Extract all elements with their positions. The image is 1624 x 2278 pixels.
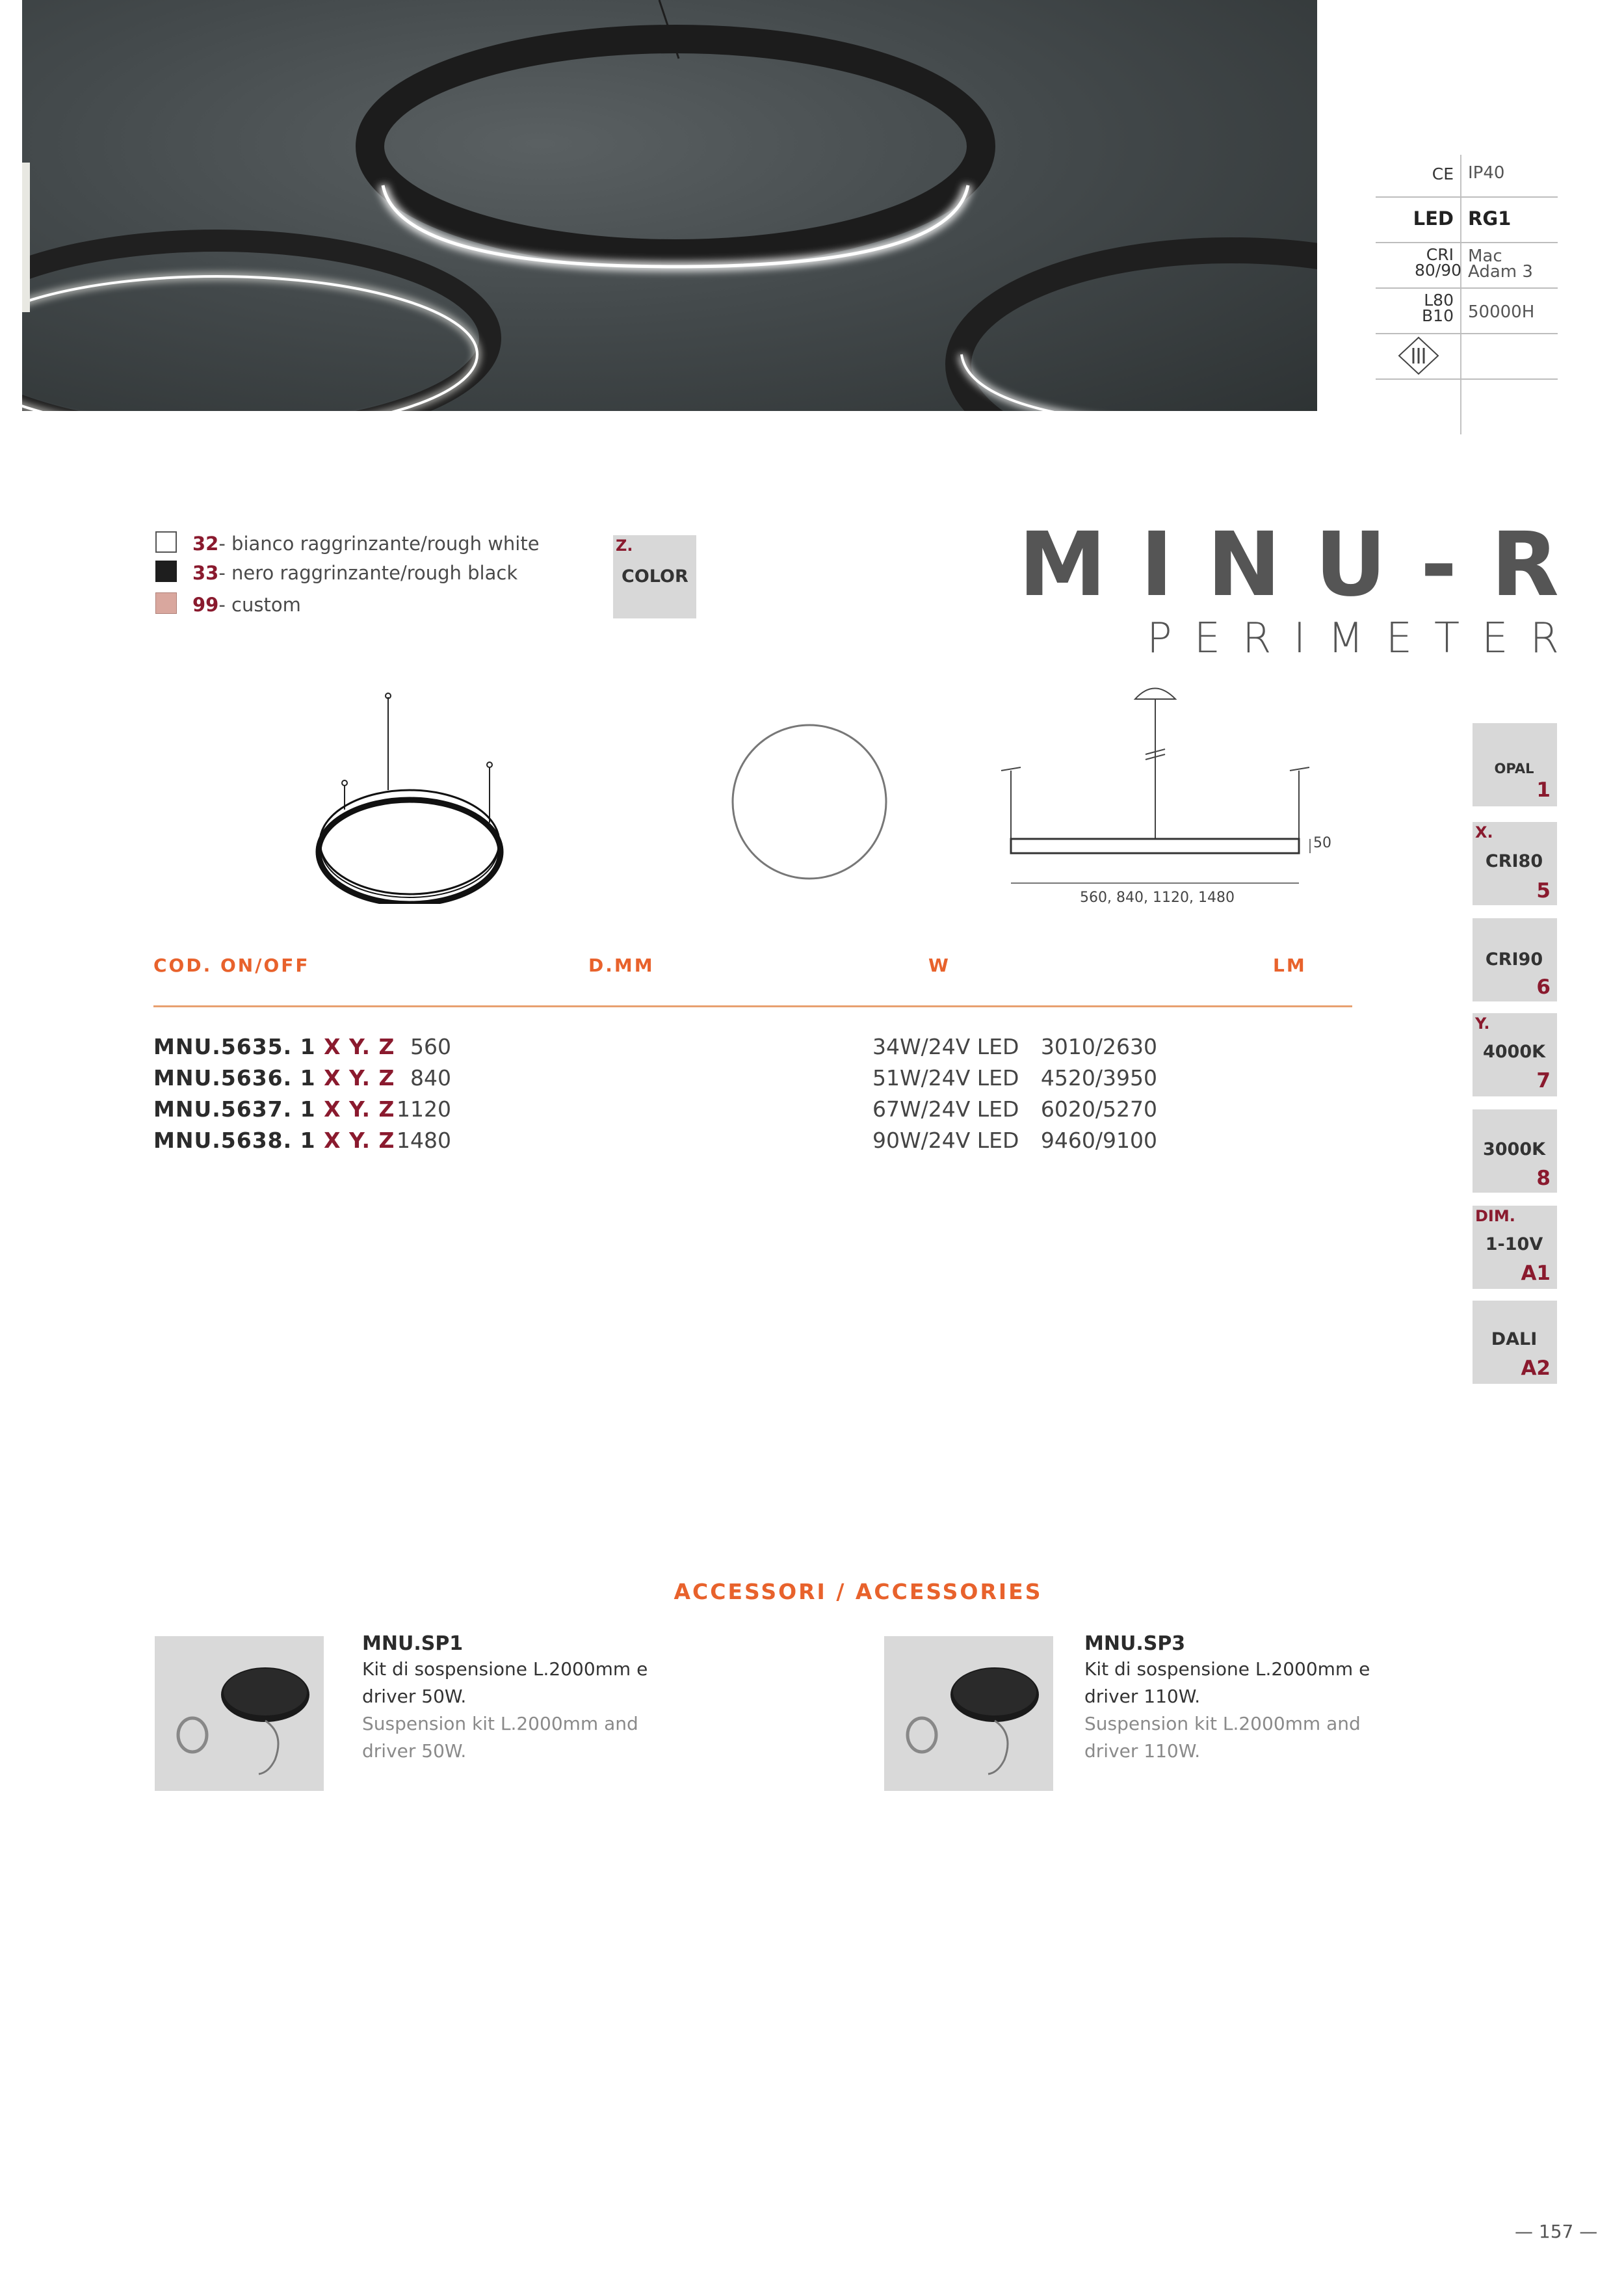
top-view-drawing — [728, 721, 891, 883]
cert-row — [1376, 242, 1558, 289]
lumen-value: 6020/5270 — [1040, 1096, 1157, 1122]
perspective-drawing — [312, 689, 507, 904]
option-4000k — [1473, 1013, 1557, 1096]
header-code: COD. ON/OFF — [153, 955, 310, 976]
table-row — [0, 1065, 1430, 1096]
option-label: CRI90 — [1485, 949, 1543, 970]
code-suffix: X Y. Z — [324, 1096, 395, 1122]
option-number: 8 — [1536, 1167, 1551, 1190]
height-dimension: 50 — [1313, 835, 1331, 851]
option-label: 1-10V — [1485, 1234, 1543, 1254]
cert-row — [1376, 333, 1558, 380]
watt-value: 51W/24V LED — [872, 1065, 1019, 1091]
lumen-value: 3010/2630 — [1040, 1034, 1157, 1059]
option-number: 6 — [1536, 975, 1551, 999]
cert-row — [1376, 155, 1558, 198]
cert-row — [1376, 287, 1558, 334]
option-number: A2 — [1521, 1357, 1551, 1380]
cert-label: L80 B10 — [1422, 291, 1454, 325]
product-title: MINU-R — [1018, 514, 1593, 616]
color-code: 32 — [192, 533, 219, 555]
z-color-option — [613, 535, 696, 618]
custom-swatch — [155, 592, 177, 614]
product-code: MNU.5635. 1 — [153, 1034, 316, 1059]
color-code: 33 — [192, 562, 219, 584]
option-label: 4000K — [1482, 1042, 1546, 1062]
accessory-desc-it: Kit di sospensione L.2000mm e driver 50W. — [362, 1658, 648, 1707]
code-suffix: X Y. Z — [324, 1128, 395, 1153]
diameter-value: 840 — [410, 1065, 451, 1091]
cert-value: Mac Adam 3 — [1468, 246, 1533, 282]
color-option-white — [155, 530, 610, 556]
option-cri90 — [1473, 918, 1557, 1001]
option-label: 3000K — [1482, 1139, 1546, 1159]
table-row — [0, 1096, 1430, 1128]
option-label: OPAL — [1494, 761, 1534, 776]
header-diameter: D.MM — [588, 955, 655, 976]
option-group: Y. — [1475, 1014, 1490, 1033]
option-group: X. — [1475, 823, 1493, 841]
accessory-image — [884, 1636, 1053, 1791]
header-watt: W — [928, 955, 950, 976]
option-label: DALI — [1491, 1329, 1538, 1349]
table-row — [0, 1034, 1430, 1065]
product-code: MNU.5636. 1 — [153, 1065, 316, 1091]
white-swatch — [155, 531, 177, 553]
color-label: - nero raggrinzante/rough black — [218, 562, 518, 584]
cert-label: LED — [1413, 207, 1454, 230]
class-iii-icon — [1398, 336, 1439, 375]
option-number: 7 — [1536, 1069, 1551, 1093]
ring-lamps-photo — [22, 0, 1317, 411]
option-number: A1 — [1521, 1262, 1551, 1285]
option-label: COLOR — [622, 566, 688, 587]
accessory-image — [155, 1636, 324, 1791]
option-number: 1 — [1536, 778, 1551, 802]
page-number: — 157 — — [1515, 2221, 1598, 2242]
header-divider — [153, 1005, 1352, 1007]
lumen-value: 9460/9100 — [1040, 1128, 1157, 1153]
cert-row — [1376, 196, 1558, 243]
color-label: - custom — [218, 594, 301, 616]
accessory-desc-en: Suspension kit L.2000mm and driver 110W. — [1084, 1713, 1361, 1762]
color-code: 99 — [192, 594, 219, 616]
suspension-kit-icon — [155, 1636, 324, 1791]
option-opal — [1473, 723, 1557, 806]
accessory-code: MNU.SP3 — [1084, 1632, 1186, 1655]
option-3000k — [1473, 1109, 1557, 1193]
black-swatch — [155, 561, 177, 582]
hero-photo — [22, 0, 1317, 411]
color-option-custom — [155, 591, 610, 617]
product-code: MNU.5637. 1 — [153, 1096, 316, 1122]
diameter-value: 560 — [410, 1034, 451, 1059]
diameter-value: 1480 — [397, 1128, 451, 1153]
option-1-10v — [1473, 1206, 1557, 1289]
option-label: CRI80 — [1485, 851, 1543, 871]
diameter-value: 1120 — [397, 1096, 451, 1122]
cert-value: 50000H — [1468, 302, 1535, 322]
product-code: MNU.5638. 1 — [153, 1128, 316, 1153]
suspension-kit-icon — [884, 1636, 1053, 1791]
color-label: - bianco raggrinzante/rough white — [218, 533, 540, 555]
ce-mark-icon: CE — [1432, 165, 1454, 183]
option-group: DIM. — [1475, 1207, 1515, 1225]
option-number: 5 — [1536, 879, 1551, 903]
option-letter: Z. — [616, 536, 633, 555]
accessory-desc-it: Kit di sospensione L.2000mm e driver 110W. — [1084, 1658, 1370, 1707]
watt-value: 67W/24V LED — [872, 1096, 1019, 1122]
option-dali — [1473, 1301, 1557, 1384]
cert-value: RG1 — [1468, 207, 1512, 230]
code-suffix: X Y. Z — [324, 1065, 395, 1091]
cert-value: IP40 — [1468, 163, 1505, 183]
cert-label: CRI 80/90 — [1415, 245, 1462, 280]
lumen-value: 4520/3950 — [1040, 1065, 1157, 1091]
watt-value: 34W/24V LED — [872, 1034, 1019, 1059]
product-family: PERIMETER — [1146, 615, 1581, 663]
side-view-drawing — [982, 676, 1346, 910]
option-cri80 — [1473, 822, 1557, 905]
width-dimension: 560, 840, 1120, 1480 — [1080, 890, 1235, 906]
accessory-code: MNU.SP1 — [362, 1632, 464, 1655]
header-lumen: LM — [1273, 955, 1307, 976]
accessories-title: ACCESSORI / ACCESSORIES — [674, 1579, 1043, 1604]
table-row — [0, 1128, 1430, 1159]
color-option-black — [155, 559, 610, 585]
watt-value: 90W/24V LED — [872, 1128, 1019, 1153]
accessory-desc-en: Suspension kit L.2000mm and driver 50W. — [362, 1713, 638, 1762]
code-suffix: X Y. Z — [324, 1034, 395, 1059]
